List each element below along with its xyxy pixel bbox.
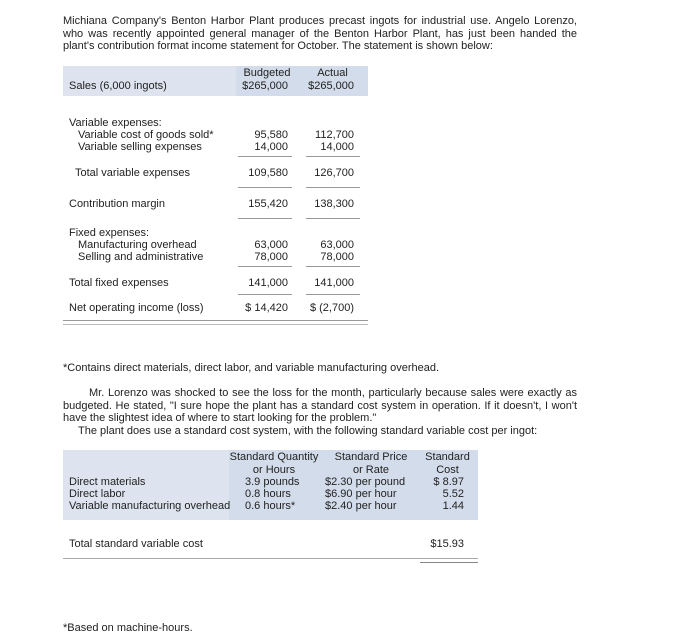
table-bottom-rule-double: [63, 324, 368, 325]
total-variable-actual: 126,700: [314, 167, 354, 179]
mfg-overhead-label: Manufacturing overhead: [78, 239, 197, 251]
sales-actual: $265,000: [308, 80, 354, 92]
contribution-margin-actual: 138,300: [314, 198, 354, 210]
contribution-margin-budgeted: 155,420: [248, 198, 288, 210]
sga-budgeted: 78,000: [254, 251, 288, 263]
standard-total-double-rule: [420, 562, 478, 563]
variable-overhead-price: $2.40 per hour: [325, 500, 397, 512]
rule-vexp-actual: [306, 156, 360, 157]
sga-label: Selling and administrative: [78, 251, 204, 263]
table-bottom-rule: [63, 320, 368, 321]
rule-tve-actual: [306, 187, 360, 188]
vcogs-actual: 112,700: [315, 129, 354, 141]
net-operating-income-label: Net operating income (loss): [69, 302, 204, 314]
rule-fexp-actual: [306, 266, 360, 267]
lorenzo-paragraph: Mr. Lorenzo was shocked to see the loss for the month, particularly because sales were exactly as budgeted. He stated, "I sure hope the plant has a standard cost system in operation. If it doesn't, I won't have the slightest idea of where to start looking for the problem.": [63, 387, 577, 425]
direct-labor-cost: 5.52: [442, 488, 464, 500]
sales-label: Sales (6,000 ingots): [69, 80, 167, 92]
total-fixed-actual: 141,000: [314, 277, 354, 289]
col-quantity-line2: or Hours: [252, 463, 296, 476]
rule-cm-actual: [306, 218, 360, 219]
vsell-actual: 14,000: [320, 141, 354, 153]
col-quantity-header: [228, 451, 320, 476]
col-quantity-line1: Standard Quantity: [229, 451, 319, 463]
direct-labor-qty: 0.8 hours: [245, 488, 291, 500]
direct-labor-price: $6.90 per hour: [325, 488, 397, 500]
rule-cm-budgeted: [238, 218, 292, 219]
fixed-expenses-heading: Fixed expenses:: [69, 227, 150, 239]
variable-overhead-cost: 1.44: [442, 500, 464, 512]
direct-labor-label: Direct labor: [69, 488, 126, 500]
total-variable-budgeted: 109,580: [248, 167, 288, 179]
variable-overhead-qty: 0.6 hours*: [245, 500, 296, 512]
col-budgeted-header: Budgeted: [243, 67, 291, 79]
sga-actual: 78,000: [320, 251, 354, 263]
mfg-overhead-actual: 63,000: [320, 239, 354, 251]
rule-tfe-budgeted: [238, 294, 292, 295]
total-standard-cost: $15.93: [430, 538, 464, 550]
vsell-budgeted: 14,000: [254, 141, 288, 153]
variable-overhead-label: Variable manufacturing overhead: [69, 500, 231, 512]
direct-materials-price: $2.30 per pound: [325, 476, 406, 488]
col-cost-line2: Cost: [436, 463, 459, 476]
col-price-header: [330, 451, 412, 476]
net-operating-income-actual: $ (2,700): [309, 302, 354, 314]
col-price-line1: Standard Price: [334, 451, 408, 463]
direct-materials-qty: 3.9 pounds: [245, 476, 300, 488]
footnote-machine-hours: *Based on machine-hours.: [63, 622, 193, 634]
col-price-line2: or Rate: [352, 463, 390, 476]
sales-budgeted: $265,000: [242, 80, 288, 92]
direct-materials-label: Direct materials: [69, 476, 146, 488]
standard-table-bottom-rule: [63, 558, 478, 559]
total-variable-label: Total variable expenses: [75, 167, 190, 179]
col-cost-line1: Standard: [425, 451, 470, 463]
rule-tve-budgeted: [238, 187, 292, 188]
variable-expenses-heading: Variable expenses:: [69, 117, 162, 129]
total-fixed-budgeted: 141,000: [248, 277, 288, 289]
contribution-margin-label: Contribution margin: [69, 198, 165, 210]
total-fixed-label: Total fixed expenses: [69, 277, 169, 289]
total-standard-label: Total standard variable cost: [69, 538, 203, 550]
vsell-label: Variable selling expenses: [78, 141, 202, 153]
rule-vexp-budgeted: [238, 156, 292, 157]
vcogs-label: Variable cost of goods sold*: [78, 129, 214, 141]
direct-materials-cost: $ 8.97: [433, 476, 464, 488]
mfg-overhead-budgeted: 63,000: [254, 239, 288, 251]
rule-tfe-actual: [306, 294, 360, 295]
footnote-contains: *Contains direct materials, direct labor, and variable manufacturing overhead.: [63, 362, 440, 374]
vcogs-budgeted: 95,580: [254, 129, 288, 141]
standard-system-paragraph: The plant does use a standard cost system, with the following standard variable cost per ingot:: [78, 425, 538, 437]
col-cost-header: [420, 451, 475, 476]
col-actual-header: Actual: [317, 67, 348, 79]
intro-paragraph: Michiana Company's Benton Harbor Plant produces precast ingots for industrial use. Angelo Lorenzo, who was recently appointed general manager of the Benton Harbor Plant, has just been handed the plant's contribution format income statement for October. The statement is shown below:: [63, 15, 577, 53]
rule-fexp-budgeted: [238, 266, 292, 267]
net-operating-income-budgeted: $ 14,420: [245, 302, 288, 314]
